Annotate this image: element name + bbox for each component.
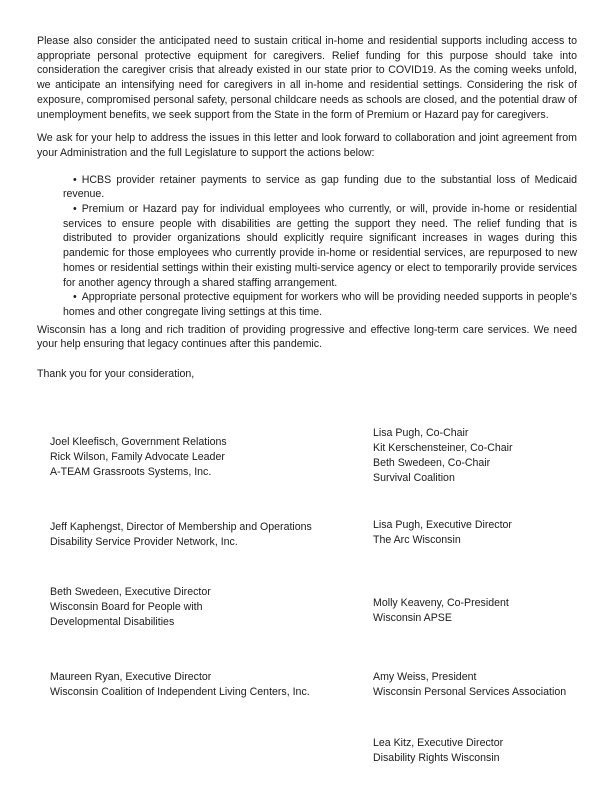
signatory-line: The Arc Wisconsin	[373, 534, 461, 546]
signatory-line: Lisa Pugh, Executive Director	[373, 519, 512, 531]
signature-block-drw	[373, 736, 503, 766]
signatory-line: Beth Swedeen, Executive Director	[50, 586, 211, 598]
signature-block-survival-coalition	[373, 426, 513, 486]
signature-block-wpsa	[373, 670, 566, 700]
bullet-marker: •	[73, 291, 77, 304]
bullet-marker: •	[73, 173, 77, 186]
signatory-line: Disability Rights Wisconsin	[373, 752, 500, 764]
signature-block-ateam	[50, 435, 227, 480]
list-item-text: Appropriate personal protective equipment for workers who will be providing needed supports in people’s homes and other congregate living settings at this time.	[63, 291, 577, 318]
signature-block-arc-wisconsin	[373, 518, 512, 548]
paragraph-tradition: Wisconsin has a long and rich tradition of providing progressive and effective long-term care services. We need your help ensuring that legacy continues after this pandemic.	[37, 323, 577, 351]
signatory-line: Beth Swedeen, Co-Chair	[373, 457, 491, 469]
list-item-text: Premium or Hazard pay for individual employees who currently, or will, provide in-home or residential services to ensure people with disabilities are getting the support they need. The relief funding that is distributed to provider organizations should explicitly require significant increases in wages during this pandemic for those employees who currently provide in-home or residential services, are repurposed to new homes or residential settings within their existing multi-service agency or elect to temporarily provide services for another agency through a shared staffing arrangement.	[63, 203, 577, 289]
closing-line: Thank you for your consideration,	[37, 368, 195, 381]
list-item-ppe	[63, 290, 577, 319]
action-items-list	[37, 173, 577, 320]
signatory-line: Amy Weiss, President	[373, 671, 477, 683]
signatory-line: Developmental Disabilities	[50, 616, 175, 628]
list-item-text: HCBS provider retainer payments to service as gap funding due to the substantial loss of Medicaid revenue.	[63, 173, 577, 201]
signature-block-bpdd	[50, 585, 211, 630]
paragraph-call-to-action: We ask for your help to address the issues in this letter and look forward to collaboration and joint agreement from your Administration and the full Legislature to support the actions below:	[37, 132, 577, 159]
signatory-line: Survival Coalition	[373, 472, 455, 484]
signatory-line: Wisconsin Board for People with	[50, 601, 203, 613]
signature-block-wisconsin-apse	[373, 596, 509, 626]
list-item-premium-hazard-pay	[63, 202, 577, 290]
signatory-line: Joel Kleefisch, Government Relations	[50, 436, 227, 448]
signatory-line: Maureen Ryan, Executive Director	[50, 671, 212, 683]
bullet-marker: •	[73, 203, 77, 216]
signatory-line: Lea Kitz, Executive Director	[373, 737, 504, 749]
signatory-line: Wisconsin Personal Services Association	[373, 686, 567, 698]
paragraph-caregiver-supports: Please also consider the anticipated need to sustain critical in-home and residential supports including access to appropriate personal protective equipment for caregivers. Relief funding for this purpose should take into consideration the caregiver crisis that already existed in our state prior to COVID19. As the coming weeks unfold, we anticipate an intensifying need for caregivers in all in-home and residential settings. Considering the risk of exposure, compromised personal safety, personal childcare needs as schools are closed, and the potential draw of unemployment benefits, we seek support from the State in the form of Premium or Hazard pay for caregivers.	[37, 35, 577, 121]
signatory-line: Molly Keaveny, Co-President	[373, 597, 509, 609]
signature-block-wcilc	[50, 670, 310, 700]
signatory-line: Kit Kerschensteiner, Co-Chair	[373, 442, 513, 454]
signatory-line: Lisa Pugh, Co-Chair	[373, 427, 469, 439]
list-item-hcbs-retainer	[63, 173, 577, 202]
signatory-line: Jeff Kaphengst, Director of Membership and Operations	[50, 521, 312, 533]
signature-block-dspn	[50, 520, 312, 550]
signatory-line: Wisconsin Coalition of Independent Living Centers, Inc.	[50, 686, 310, 698]
signatory-line: Rick Wilson, Family Advocate Leader	[50, 451, 225, 463]
signatory-line: Disability Service Provider Network, Inc.	[50, 536, 238, 548]
signatory-line: Wisconsin APSE	[373, 612, 452, 624]
signatory-line: A-TEAM Grassroots Systems, Inc.	[50, 466, 212, 478]
